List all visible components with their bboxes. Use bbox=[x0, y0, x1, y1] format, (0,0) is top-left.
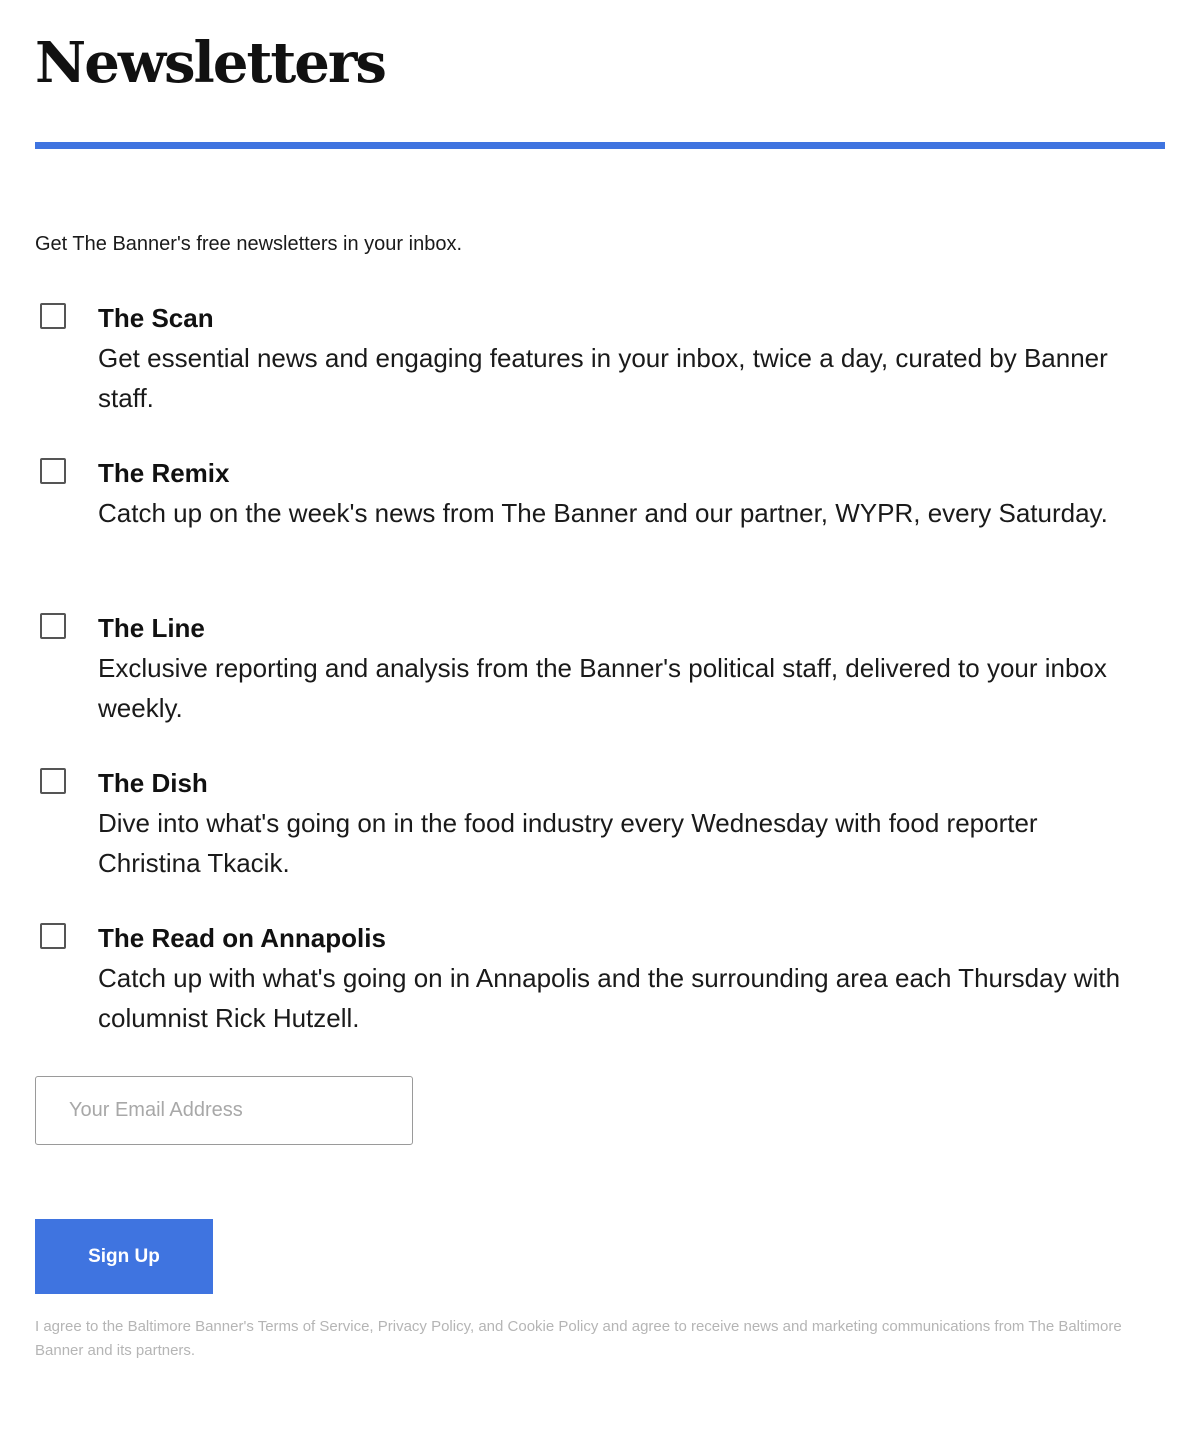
newsletter-item-the-line bbox=[35, 610, 1165, 740]
newsletter-name[interactable]: The Dish bbox=[98, 768, 208, 798]
newsletter-name[interactable]: The Remix bbox=[98, 458, 230, 488]
the-dish-checkbox[interactable] bbox=[40, 768, 66, 794]
intro-text: Get The Banner's free newsletters in your inbox. bbox=[35, 233, 463, 255]
newsletter-name[interactable]: The Read on Annapolis bbox=[98, 923, 386, 953]
newsletter-item-the-remix bbox=[35, 455, 1165, 585]
page-title: Newsletters bbox=[35, 30, 385, 96]
sign-up-button[interactable]: Sign Up bbox=[35, 1219, 213, 1294]
newsletter-text bbox=[98, 610, 1128, 728]
email-input[interactable] bbox=[35, 1076, 413, 1145]
legal-disclaimer: I agree to the Baltimore Banner's Terms of Service, Privacy Policy, and Cookie Policy and agree to receive news and marketing communications from The Baltimore Banner and its partners. bbox=[35, 1318, 1122, 1359]
newsletter-item-the-scan bbox=[35, 300, 1165, 430]
newsletter-item-the-read-on-annapolis bbox=[35, 920, 1165, 1050]
title-divider bbox=[35, 142, 1165, 149]
newsletter-description: Exclusive reporting and analysis from the Banner's political staff, delivered to your inbox weekly. bbox=[98, 653, 1107, 723]
newsletter-text bbox=[98, 765, 1128, 883]
newsletter-text bbox=[98, 455, 1128, 533]
the-scan-checkbox[interactable] bbox=[40, 303, 66, 329]
newsletter-text bbox=[98, 300, 1128, 418]
newsletter-description: Catch up on the week's news from The Banner and our partner, WYPR, every Saturday. bbox=[98, 498, 1108, 528]
newsletter-text bbox=[98, 920, 1128, 1038]
newsletter-item-the-dish bbox=[35, 765, 1165, 895]
newsletter-name[interactable]: The Scan bbox=[98, 303, 214, 333]
newsletter-description: Catch up with what's going on in Annapolis and the surrounding area each Thursday with columnist Rick Hutzell. bbox=[98, 963, 1121, 1033]
newsletter-description: Dive into what's going on in the food industry every Wednesday with food reporter Christina Tkacik. bbox=[98, 808, 1038, 878]
newsletter-description: Get essential news and engaging features in your inbox, twice a day, curated by Banner staff. bbox=[98, 343, 1108, 413]
the-line-checkbox[interactable] bbox=[40, 613, 66, 639]
the-read-on-annapolis-checkbox[interactable] bbox=[40, 923, 66, 949]
newsletter-name[interactable]: The Line bbox=[98, 613, 205, 643]
the-remix-checkbox[interactable] bbox=[40, 458, 66, 484]
